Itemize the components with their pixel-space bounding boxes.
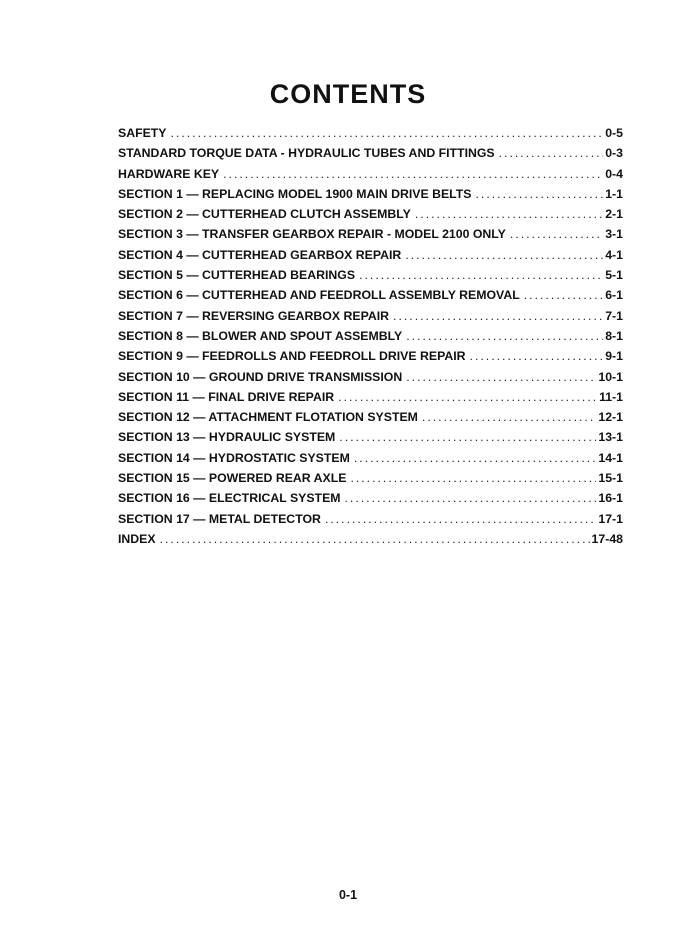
toc-entry-page: 7-1 [605, 308, 623, 323]
page-title: CONTENTS [269, 79, 427, 109]
toc-entry-label: SECTION 5 — CUTTERHEAD BEARINGS [118, 268, 356, 283]
toc-entry-page: 15-1 [598, 471, 623, 486]
toc-entry-label: SECTION 14 — HYDROSTATIC SYSTEM [118, 450, 350, 465]
toc-entry-label: SECTION 17 — METAL DETECTOR [118, 511, 321, 526]
toc-entry-label: SECTION 9 — FEEDROLLS AND FEEDROLL DRIVE REPAIR [118, 349, 466, 364]
toc-entry [118, 451, 623, 471]
toc-entry-page: 12-1 [598, 410, 623, 425]
toc-entry-label: SECTION 16 — ELECTRICAL SYSTEM [118, 491, 341, 506]
toc-entry [118, 207, 623, 227]
toc-entry-page: 0-4 [605, 166, 623, 181]
toc-entry [118, 370, 623, 390]
toc-entry [118, 430, 623, 450]
toc-entry [118, 512, 623, 532]
toc-entry-page: 5-1 [605, 268, 623, 283]
toc-dot-leader [359, 268, 603, 282]
toc-dot-leader [524, 288, 603, 302]
toc-dot-leader [510, 227, 603, 241]
toc-dot-leader [171, 126, 604, 140]
toc-entry [118, 349, 623, 369]
toc-dot-leader [470, 349, 604, 363]
toc-entry [118, 329, 623, 349]
toc-entry-page: 13-1 [598, 430, 623, 445]
toc-dot-leader [338, 390, 597, 404]
toc-entry-page: 4-1 [605, 247, 623, 262]
toc-entry-label: SECTION 8 — BLOWER AND SPOUT ASSEMBLY [118, 328, 403, 343]
toc-entry-label: SECTION 2 — CUTTERHEAD CLUTCH ASSEMBLY [118, 207, 411, 222]
toc-entry-page: 1-1 [605, 186, 623, 201]
toc-dot-leader [350, 471, 596, 485]
toc-entry-label: SECTION 12 — ATTACHMENT FLOTATION SYSTEM [118, 410, 418, 425]
toc-entry [118, 248, 623, 268]
toc-entry-page: 6-1 [605, 288, 623, 303]
toc-dot-leader [160, 532, 590, 546]
toc-entry [118, 471, 623, 491]
toc-entry-label: HARDWARE KEY [118, 166, 220, 181]
toc-entry [118, 410, 623, 430]
toc-entry-label: SECTION 13 — HYDRAULIC SYSTEM [118, 430, 336, 445]
table-of-contents [118, 126, 623, 552]
toc-entry-label: SECTION 15 — POWERED REAR AXLE [118, 471, 347, 486]
toc-dot-leader [415, 207, 603, 221]
toc-dot-leader [406, 370, 596, 384]
toc-dot-leader [393, 309, 603, 323]
toc-entry-label: SECTION 11 — FINAL DRIVE REPAIR [118, 389, 335, 404]
toc-entry [118, 167, 623, 187]
toc-entry-page: 0-3 [605, 146, 623, 161]
toc-entry-label: SECTION 3 — TRANSFER GEARBOX REPAIR - MODEL 2100 ONLY [118, 227, 506, 242]
toc-entry [118, 268, 623, 288]
toc-entry [118, 491, 623, 511]
toc-dot-leader [345, 491, 597, 505]
toc-dot-leader [499, 146, 604, 160]
toc-entry-page: 16-1 [598, 491, 623, 506]
toc-dot-leader [475, 187, 603, 201]
toc-entry-page: 10-1 [598, 369, 623, 384]
toc-entry-label: SECTION 10 — GROUND DRIVE TRANSMISSION [118, 369, 403, 384]
toc-dot-leader [339, 430, 596, 444]
toc-entry-label: SECTION 6 — CUTTERHEAD AND FEEDROLL ASSEMBLY REMOVAL [118, 288, 520, 303]
toc-entry-label: SECTION 1 — REPLACING MODEL 1900 MAIN DRIVE BELTS [118, 186, 472, 201]
toc-entry-page: 2-1 [605, 207, 623, 222]
toc-dot-leader [223, 167, 603, 181]
page-number: 0-1 [338, 888, 358, 902]
toc-dot-leader [405, 248, 603, 262]
toc-dot-leader [422, 410, 596, 424]
toc-entry-page: 9-1 [605, 349, 623, 364]
toc-entry-label: INDEX [118, 531, 156, 546]
toc-entry [118, 390, 623, 410]
toc-entry [118, 187, 623, 207]
toc-dot-leader [406, 329, 603, 343]
toc-dot-leader [325, 512, 596, 526]
toc-entry-page: 17-48 [591, 531, 623, 546]
toc-entry-page: 3-1 [605, 227, 623, 242]
toc-entry-label: SECTION 4 — CUTTERHEAD GEARBOX REPAIR [118, 247, 402, 262]
toc-entry [118, 288, 623, 308]
toc-entry [118, 146, 623, 166]
toc-entry [118, 309, 623, 329]
toc-entry-page: 17-1 [598, 511, 623, 526]
toc-dot-leader [354, 451, 597, 465]
toc-entry-page: 14-1 [598, 450, 623, 465]
toc-entry-label: STANDARD TORQUE DATA - HYDRAULIC TUBES AND FITTINGS [118, 146, 495, 161]
toc-entry [118, 126, 623, 146]
toc-entry-label: SAFETY [118, 126, 167, 140]
toc-entry-page: 11-1 [599, 389, 623, 404]
toc-entry-page: 8-1 [605, 328, 623, 343]
toc-entry-label: SECTION 7 — REVERSING GEARBOX REPAIR [118, 308, 390, 323]
toc-entry [118, 227, 623, 247]
toc-entry-page: 0-5 [605, 126, 623, 140]
toc-entry [118, 532, 623, 552]
